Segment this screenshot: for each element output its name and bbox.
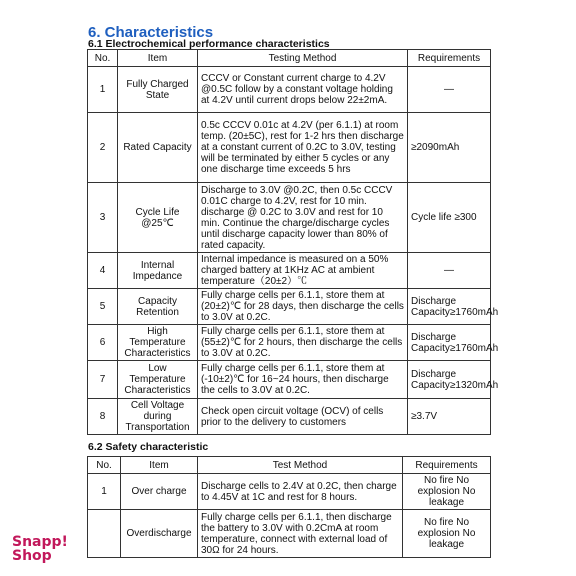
row-item: Over charge [121,474,198,510]
row-method: Fully charge cells per 6.1.1, store them at (-10±2)℃ for 16~24 hours, then discharge the cells to 3.0V at 0.2C. [198,361,408,399]
table-row [88,253,491,289]
table-row [88,183,491,253]
table-header-row [88,50,491,67]
row-method: Discharge to 3.0V @0.2C, then 0.5c CCCV 0.01C charge to 4.2V, rest for 10 min. discharge @ 0.2C to 3.0V and rest for 10 min. Continue the charge/discharge cycles until discharge capacity lower than 80% of rated capacity. [198,183,408,253]
row-requirement: No fire No explosion No leakage [403,474,491,510]
header-item: Item [118,50,198,67]
row-item: Cycle Life @25℃ [118,183,198,253]
row-item: Low Temperature Characteristics [118,361,198,399]
row-no: 2 [88,113,118,183]
logo-line-2: Shop [12,548,52,564]
row-no: 8 [88,399,118,435]
header-requirements: Requirements [408,50,491,67]
logo-line-1: Snapp! [12,534,68,550]
row-requirement: — [408,253,491,289]
header-no: No. [88,457,121,474]
row-no: 1 [88,67,118,113]
row-no: 1 [88,474,121,510]
row-requirement: ≥2090mAh [408,113,491,183]
row-item: Rated Capacity [118,113,198,183]
row-requirement: No fire No explosion No leakage [403,510,491,558]
electrochemical-table [87,49,499,435]
row-no [88,510,121,558]
row-item: Capacity Retention [118,289,198,325]
row-item: High Temperature Characteristics [118,325,198,361]
row-requirement: Discharge Capacity≥1320mAh [408,361,491,399]
row-no: 7 [88,361,118,399]
table-row [88,67,491,113]
row-method: Fully charge cells per 6.1.1, store them at (55±2)℃ for 2 hours, then discharge the cells to 3.0V at 0.2C. [198,325,408,361]
row-no: 3 [88,183,118,253]
safety-table [87,456,491,558]
table-header-row [88,457,491,474]
header-item: Item [121,457,198,474]
row-no: 6 [88,325,118,361]
table-row [88,510,491,558]
row-method: Discharge cells to 2.4V at 0.2C, then charge to 4.45V at 1C and rest for 8 hours. [198,474,403,510]
row-requirement: ≥3.7V [408,399,491,435]
header-no: No. [88,50,118,67]
table-row [88,113,491,183]
snapp-shop-logo [12,535,68,563]
row-method: 0.5c CCCV 0.01c at 4.2V (per 6.1.1) at room temp. (20±5C), rest for 1-2 hrs then discharge at a constant current of 0.2C to 3.0V, testing will be terminated by either 5 cycles or any one discharge time exceeds 5 hrs [198,113,408,183]
table-row [88,361,491,399]
row-method: Fully charge cells per 6.1.1, store them at (20±2)℃ for 28 days, then discharge the cells to 3.0V at 0.2C. [198,289,408,325]
row-no: 4 [88,253,118,289]
header-testing-method: Testing Method [198,50,408,67]
row-requirement: Discharge Capacity≥1760mAh [408,289,491,325]
table-row [88,474,491,510]
row-requirement: — [408,67,491,113]
row-item: Cell Voltage during Transportation [118,399,198,435]
row-no: 5 [88,289,118,325]
header-test-method: Test Method [198,457,403,474]
header-requirements: Requirements [403,457,491,474]
subsection-title-safety: 6.2 Safety characteristic [88,441,209,453]
subsection-title-electrochemical: 6.1 Electrochemical performance characteristics [88,38,330,50]
row-method: Check open circuit voltage (OCV) of cells prior to the delivery to customers [198,399,408,435]
row-item: Overdischarge [121,510,198,558]
table-row [88,399,491,435]
row-item: Internal Impedance [118,253,198,289]
row-requirement: Cycle life ≥300 [408,183,491,253]
row-item: Fully Charged State [118,67,198,113]
row-method: Fully charge cells per 6.1.1, then discharge the battery to 3.0V with 0.2CmA at room temperature, connect with external load of 30Ω for 24 hours. [198,510,403,558]
table-row [88,325,491,361]
row-requirement: Discharge Capacity≥1760mAh [408,325,491,361]
section-heading: 6. Characteristics [88,24,214,41]
row-method: Internal impedance is measured on a 50% charged battery at 1KHz AC at ambient temperature（20±2）℃ [198,253,408,289]
row-method: CCCV or Constant current charge to 4.2V @0.5C follow by a constant voltage holding at 4.2V until current drops below 22±2mA. [198,67,408,113]
table-row [88,289,491,325]
